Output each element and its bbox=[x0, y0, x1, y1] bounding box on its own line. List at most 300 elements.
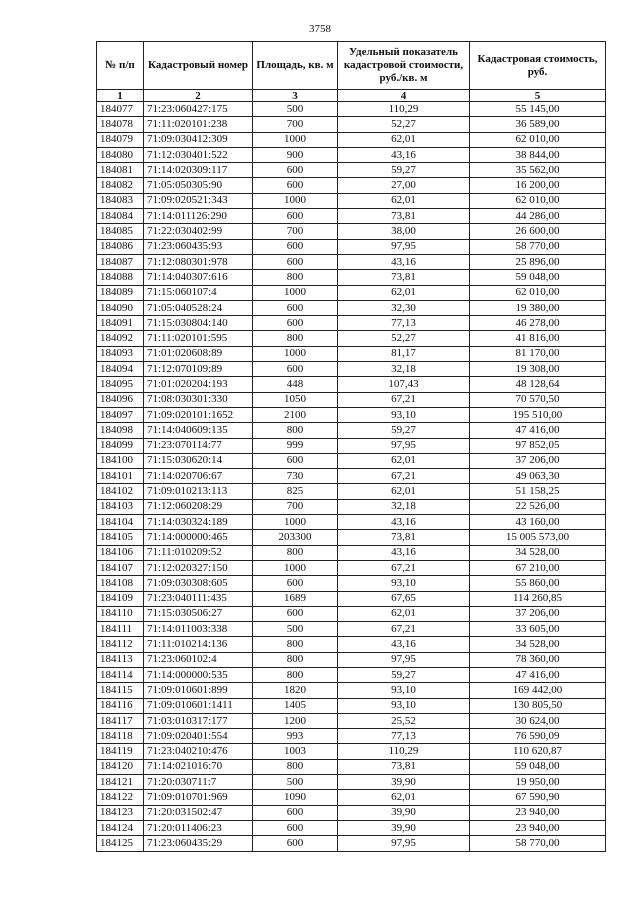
row-number-cell: 184088 bbox=[97, 270, 144, 285]
unit-rate-cell: 62,01 bbox=[338, 193, 470, 208]
cadastral-value-cell: 34 528,00 bbox=[470, 637, 606, 652]
table-row bbox=[97, 820, 606, 835]
table-row bbox=[97, 683, 606, 698]
cadastral-value-cell: 47 416,00 bbox=[470, 423, 606, 438]
cadastral-number-cell: 71:01:020204:193 bbox=[144, 377, 253, 392]
table-row bbox=[97, 209, 606, 224]
table-header bbox=[97, 42, 606, 102]
cadastral-value-cell: 47 416,00 bbox=[470, 667, 606, 682]
cadastral-number-cell: 71:14:011003:338 bbox=[144, 622, 253, 637]
cadastral-value-cell: 195 510,00 bbox=[470, 407, 606, 422]
area-cell: 600 bbox=[253, 836, 338, 851]
cadastral-number-cell: 71:23:060435:29 bbox=[144, 836, 253, 851]
unit-rate-cell: 62,01 bbox=[338, 453, 470, 468]
cadastral-value-cell: 67 590,90 bbox=[470, 790, 606, 805]
unit-rate-cell: 43,16 bbox=[338, 637, 470, 652]
table-row bbox=[97, 637, 606, 652]
cadastral-value-cell: 23 940,00 bbox=[470, 820, 606, 835]
cadastral-value-cell: 19 308,00 bbox=[470, 362, 606, 377]
table-row bbox=[97, 224, 606, 239]
cadastral-value-cell: 37 206,00 bbox=[470, 606, 606, 621]
row-number-cell: 184097 bbox=[97, 407, 144, 422]
area-cell: 1000 bbox=[253, 193, 338, 208]
area-cell: 600 bbox=[253, 606, 338, 621]
area-cell: 700 bbox=[253, 499, 338, 514]
cadastral-number-cell: 71:11:010209:52 bbox=[144, 545, 253, 560]
unit-rate-cell: 81,17 bbox=[338, 346, 470, 361]
cadastral-value-cell: 34 528,00 bbox=[470, 545, 606, 560]
row-number-cell: 184087 bbox=[97, 254, 144, 269]
area-cell: 448 bbox=[253, 377, 338, 392]
area-cell: 600 bbox=[253, 163, 338, 178]
cadastral-number-cell: 71:09:010601:1411 bbox=[144, 698, 253, 713]
unit-rate-cell: 32,18 bbox=[338, 499, 470, 514]
area-cell: 600 bbox=[253, 254, 338, 269]
row-number-cell: 184109 bbox=[97, 591, 144, 606]
cadastral-number-cell: 71:15:030506:27 bbox=[144, 606, 253, 621]
table-row bbox=[97, 759, 606, 774]
cadastral-number-cell: 71:14:000000:535 bbox=[144, 667, 253, 682]
row-number-cell: 184101 bbox=[97, 469, 144, 484]
unit-rate-cell: 43,16 bbox=[338, 545, 470, 560]
row-number-cell: 184119 bbox=[97, 744, 144, 759]
row-number-cell: 184089 bbox=[97, 285, 144, 300]
cadastral-number-cell: 71:15:060107:4 bbox=[144, 285, 253, 300]
row-number-cell: 184096 bbox=[97, 392, 144, 407]
row-number-cell: 184123 bbox=[97, 805, 144, 820]
area-cell: 600 bbox=[253, 820, 338, 835]
cadastral-value-cell: 58 770,00 bbox=[470, 836, 606, 851]
row-number-cell: 184115 bbox=[97, 683, 144, 698]
cadastral-number-cell: 71:23:040210:476 bbox=[144, 744, 253, 759]
row-number-cell: 184103 bbox=[97, 499, 144, 514]
cadastral-value-cell: 62 010,00 bbox=[470, 132, 606, 147]
table-row bbox=[97, 377, 606, 392]
area-cell: 600 bbox=[253, 316, 338, 331]
area-cell: 203300 bbox=[253, 530, 338, 545]
cadastral-number-cell: 71:09:010701:969 bbox=[144, 790, 253, 805]
table-row bbox=[97, 239, 606, 254]
area-cell: 800 bbox=[253, 331, 338, 346]
table-row bbox=[97, 331, 606, 346]
unit-rate-cell: 73,81 bbox=[338, 270, 470, 285]
unit-rate-cell: 62,01 bbox=[338, 132, 470, 147]
table-row bbox=[97, 484, 606, 499]
table-row bbox=[97, 499, 606, 514]
row-number-cell: 184086 bbox=[97, 239, 144, 254]
unit-rate-cell: 43,16 bbox=[338, 254, 470, 269]
cadastral-value-cell: 44 286,00 bbox=[470, 209, 606, 224]
area-cell: 800 bbox=[253, 545, 338, 560]
area-cell: 500 bbox=[253, 775, 338, 790]
row-number-cell: 184093 bbox=[97, 346, 144, 361]
row-number-cell: 184116 bbox=[97, 698, 144, 713]
cadastral-number-cell: 71:11:020101:595 bbox=[144, 331, 253, 346]
unit-rate-cell: 52,27 bbox=[338, 331, 470, 346]
cadastral-value-cell: 19 950,00 bbox=[470, 775, 606, 790]
unit-rate-cell: 77,13 bbox=[338, 729, 470, 744]
unit-rate-cell: 32,30 bbox=[338, 300, 470, 315]
cadastral-value-cell: 59 048,00 bbox=[470, 759, 606, 774]
table-row bbox=[97, 744, 606, 759]
table-row bbox=[97, 193, 606, 208]
table-row bbox=[97, 438, 606, 453]
table-row bbox=[97, 729, 606, 744]
column-number: 1 bbox=[97, 90, 144, 102]
cadastral-value-cell: 19 380,00 bbox=[470, 300, 606, 315]
row-number-cell: 184118 bbox=[97, 729, 144, 744]
row-number-cell: 184084 bbox=[97, 209, 144, 224]
header-row bbox=[97, 42, 606, 90]
cadastral-value-cell: 110 620,87 bbox=[470, 744, 606, 759]
cadastral-value-cell: 67 210,00 bbox=[470, 560, 606, 575]
cadastral-number-cell: 71:09:030412:309 bbox=[144, 132, 253, 147]
area-cell: 600 bbox=[253, 178, 338, 193]
area-cell: 800 bbox=[253, 759, 338, 774]
unit-rate-cell: 93,10 bbox=[338, 407, 470, 422]
row-number-cell: 184100 bbox=[97, 453, 144, 468]
table-row bbox=[97, 346, 606, 361]
row-number-cell: 184098 bbox=[97, 423, 144, 438]
row-number-cell: 184124 bbox=[97, 820, 144, 835]
row-number-cell: 184121 bbox=[97, 775, 144, 790]
unit-rate-cell: 110,29 bbox=[338, 102, 470, 117]
unit-rate-cell: 32,18 bbox=[338, 362, 470, 377]
table-row bbox=[97, 132, 606, 147]
unit-rate-cell: 93,10 bbox=[338, 683, 470, 698]
cadastral-value-cell: 62 010,00 bbox=[470, 285, 606, 300]
area-cell: 500 bbox=[253, 102, 338, 117]
cadastral-number-cell: 71:23:060102:4 bbox=[144, 652, 253, 667]
table-row bbox=[97, 576, 606, 591]
cadastral-number-cell: 71:23:060427:175 bbox=[144, 102, 253, 117]
area-cell: 1820 bbox=[253, 683, 338, 698]
column-number: 2 bbox=[144, 90, 253, 102]
cadastral-number-cell: 71:20:030711:7 bbox=[144, 775, 253, 790]
row-number-cell: 184114 bbox=[97, 667, 144, 682]
unit-rate-cell: 97,95 bbox=[338, 836, 470, 851]
table-row bbox=[97, 423, 606, 438]
row-number-cell: 184078 bbox=[97, 117, 144, 132]
table-row bbox=[97, 790, 606, 805]
cadastral-number-cell: 71:14:030324:189 bbox=[144, 515, 253, 530]
row-number-cell: 184110 bbox=[97, 606, 144, 621]
row-number-cell: 184108 bbox=[97, 576, 144, 591]
cadastral-value-cell: 36 589,00 bbox=[470, 117, 606, 132]
area-cell: 1090 bbox=[253, 790, 338, 805]
area-cell: 1000 bbox=[253, 560, 338, 575]
table-row bbox=[97, 713, 606, 728]
cadastral-value-cell: 15 005 573,00 bbox=[470, 530, 606, 545]
row-number-cell: 184106 bbox=[97, 545, 144, 560]
cadastral-number-cell: 71:14:000000:465 bbox=[144, 530, 253, 545]
table-row bbox=[97, 147, 606, 162]
cadastral-value-cell: 38 844,00 bbox=[470, 147, 606, 162]
unit-rate-cell: 59,27 bbox=[338, 667, 470, 682]
unit-rate-cell: 77,13 bbox=[338, 316, 470, 331]
table-row bbox=[97, 530, 606, 545]
table-row bbox=[97, 805, 606, 820]
area-cell: 700 bbox=[253, 117, 338, 132]
unit-rate-cell: 67,21 bbox=[338, 560, 470, 575]
cadastral-number-cell: 71:15:030620:14 bbox=[144, 453, 253, 468]
cadastral-number-cell: 71:05:040528:24 bbox=[144, 300, 253, 315]
area-cell: 2100 bbox=[253, 407, 338, 422]
area-cell: 700 bbox=[253, 224, 338, 239]
area-cell: 600 bbox=[253, 300, 338, 315]
cadastral-value-cell: 97 852,05 bbox=[470, 438, 606, 453]
cadastral-value-cell: 55 145,00 bbox=[470, 102, 606, 117]
area-cell: 600 bbox=[253, 805, 338, 820]
cadastral-number-cell: 71:05:050305:90 bbox=[144, 178, 253, 193]
cadastral-value-cell: 48 128,64 bbox=[470, 377, 606, 392]
area-cell: 1000 bbox=[253, 285, 338, 300]
cadastral-value-cell: 78 360,00 bbox=[470, 652, 606, 667]
cadastral-number-cell: 71:20:031502:47 bbox=[144, 805, 253, 820]
unit-rate-cell: 43,16 bbox=[338, 515, 470, 530]
row-number-cell: 184085 bbox=[97, 224, 144, 239]
header-cadastral-value: Кадастровая стоимость, руб. bbox=[470, 42, 606, 90]
row-number-cell: 184112 bbox=[97, 637, 144, 652]
row-number-cell: 184111 bbox=[97, 622, 144, 637]
unit-rate-cell: 110,29 bbox=[338, 744, 470, 759]
cadastral-value-cell: 114 260,85 bbox=[470, 591, 606, 606]
cadastral-value-cell: 49 063,30 bbox=[470, 469, 606, 484]
page-number: 3758 bbox=[309, 23, 331, 35]
row-number-cell: 184090 bbox=[97, 300, 144, 315]
area-cell: 800 bbox=[253, 667, 338, 682]
cadastral-number-cell: 71:15:030804:140 bbox=[144, 316, 253, 331]
cadastral-value-cell: 43 160,00 bbox=[470, 515, 606, 530]
cadastral-value-cell: 51 158,25 bbox=[470, 484, 606, 499]
row-number-cell: 184077 bbox=[97, 102, 144, 117]
cadastral-number-cell: 71:20:011406:23 bbox=[144, 820, 253, 835]
cadastral-number-cell: 71:12:030401:522 bbox=[144, 147, 253, 162]
cadastral-number-cell: 71:12:080301:978 bbox=[144, 254, 253, 269]
area-cell: 1050 bbox=[253, 392, 338, 407]
area-cell: 800 bbox=[253, 637, 338, 652]
column-number: 4 bbox=[338, 90, 470, 102]
table-row bbox=[97, 270, 606, 285]
area-cell: 1405 bbox=[253, 698, 338, 713]
row-number-cell: 184083 bbox=[97, 193, 144, 208]
table-row bbox=[97, 469, 606, 484]
cadastral-number-cell: 71:09:020401:554 bbox=[144, 729, 253, 744]
cadastral-table bbox=[96, 41, 606, 852]
cadastral-number-cell: 71:12:070109:89 bbox=[144, 362, 253, 377]
header-row-number: № п/п bbox=[97, 42, 144, 90]
unit-rate-cell: 67,65 bbox=[338, 591, 470, 606]
area-cell: 900 bbox=[253, 147, 338, 162]
table-row bbox=[97, 545, 606, 560]
table-row bbox=[97, 591, 606, 606]
cadastral-number-cell: 71:14:040609:135 bbox=[144, 423, 253, 438]
area-cell: 800 bbox=[253, 652, 338, 667]
row-number-cell: 184120 bbox=[97, 759, 144, 774]
area-cell: 600 bbox=[253, 576, 338, 591]
unit-rate-cell: 38,00 bbox=[338, 224, 470, 239]
table-row bbox=[97, 362, 606, 377]
area-cell: 800 bbox=[253, 423, 338, 438]
unit-rate-cell: 62,01 bbox=[338, 484, 470, 499]
area-cell: 999 bbox=[253, 438, 338, 453]
unit-rate-cell: 97,95 bbox=[338, 438, 470, 453]
area-cell: 500 bbox=[253, 622, 338, 637]
cadastral-value-cell: 76 590,09 bbox=[470, 729, 606, 744]
area-cell: 600 bbox=[253, 239, 338, 254]
cadastral-value-cell: 16 200,00 bbox=[470, 178, 606, 193]
cadastral-number-cell: 71:14:040307:616 bbox=[144, 270, 253, 285]
cadastral-number-cell: 71:09:010213:113 bbox=[144, 484, 253, 499]
table-row bbox=[97, 453, 606, 468]
cadastral-value-cell: 26 600,00 bbox=[470, 224, 606, 239]
row-number-cell: 184107 bbox=[97, 560, 144, 575]
cadastral-number-cell: 71:01:020608:89 bbox=[144, 346, 253, 361]
area-cell: 1000 bbox=[253, 515, 338, 530]
unit-rate-cell: 73,81 bbox=[338, 209, 470, 224]
unit-rate-cell: 39,90 bbox=[338, 820, 470, 835]
row-number-cell: 184094 bbox=[97, 362, 144, 377]
table-row bbox=[97, 285, 606, 300]
row-number-cell: 184091 bbox=[97, 316, 144, 331]
row-number-cell: 184104 bbox=[97, 515, 144, 530]
unit-rate-cell: 27,00 bbox=[338, 178, 470, 193]
cadastral-number-cell: 71:14:020706:67 bbox=[144, 469, 253, 484]
row-number-cell: 184082 bbox=[97, 178, 144, 193]
table-row bbox=[97, 775, 606, 790]
area-cell: 1200 bbox=[253, 713, 338, 728]
area-cell: 600 bbox=[253, 362, 338, 377]
cadastral-value-cell: 30 624,00 bbox=[470, 713, 606, 728]
table-row bbox=[97, 560, 606, 575]
cadastral-value-cell: 62 010,00 bbox=[470, 193, 606, 208]
row-number-cell: 184117 bbox=[97, 713, 144, 728]
unit-rate-cell: 52,27 bbox=[338, 117, 470, 132]
cadastral-number-cell: 71:09:010601:899 bbox=[144, 683, 253, 698]
table-row bbox=[97, 102, 606, 117]
cadastral-number-cell: 71:23:040111:435 bbox=[144, 591, 253, 606]
unit-rate-cell: 93,10 bbox=[338, 576, 470, 591]
cadastral-value-cell: 130 805,50 bbox=[470, 698, 606, 713]
cadastral-number-cell: 71:09:030308:605 bbox=[144, 576, 253, 591]
cadastral-value-cell: 70 570,50 bbox=[470, 392, 606, 407]
cadastral-number-cell: 71:09:020521:343 bbox=[144, 193, 253, 208]
row-number-cell: 184102 bbox=[97, 484, 144, 499]
row-number-cell: 184125 bbox=[97, 836, 144, 851]
area-cell: 825 bbox=[253, 484, 338, 499]
area-cell: 1689 bbox=[253, 591, 338, 606]
unit-rate-cell: 62,01 bbox=[338, 606, 470, 621]
cadastral-value-cell: 59 048,00 bbox=[470, 270, 606, 285]
unit-rate-cell: 97,95 bbox=[338, 239, 470, 254]
column-number: 5 bbox=[470, 90, 606, 102]
unit-rate-cell: 97,95 bbox=[338, 652, 470, 667]
table-row bbox=[97, 652, 606, 667]
table-row bbox=[97, 178, 606, 193]
table-row bbox=[97, 163, 606, 178]
cadastral-value-cell: 23 940,00 bbox=[470, 805, 606, 820]
header-area: Площадь, кв. м bbox=[253, 42, 338, 90]
cadastral-value-cell: 37 206,00 bbox=[470, 453, 606, 468]
area-cell: 730 bbox=[253, 469, 338, 484]
table-row bbox=[97, 698, 606, 713]
cadastral-value-cell: 55 860,00 bbox=[470, 576, 606, 591]
cadastral-number-cell: 71:14:011126:290 bbox=[144, 209, 253, 224]
unit-rate-cell: 59,27 bbox=[338, 423, 470, 438]
table-row bbox=[97, 515, 606, 530]
row-number-cell: 184113 bbox=[97, 652, 144, 667]
unit-rate-cell: 39,90 bbox=[338, 775, 470, 790]
table-row bbox=[97, 407, 606, 422]
cadastral-value-cell: 58 770,00 bbox=[470, 239, 606, 254]
cadastral-number-cell: 71:12:020327:150 bbox=[144, 560, 253, 575]
cadastral-number-cell: 71:23:060435:93 bbox=[144, 239, 253, 254]
unit-rate-cell: 25,52 bbox=[338, 713, 470, 728]
unit-rate-cell: 59,27 bbox=[338, 163, 470, 178]
cadastral-number-cell: 71:12:060208:29 bbox=[144, 499, 253, 514]
cadastral-number-cell: 71:14:020309:117 bbox=[144, 163, 253, 178]
area-cell: 993 bbox=[253, 729, 338, 744]
cadastral-value-cell: 81 170,00 bbox=[470, 346, 606, 361]
unit-rate-cell: 73,81 bbox=[338, 530, 470, 545]
unit-rate-cell: 67,21 bbox=[338, 469, 470, 484]
table-row bbox=[97, 316, 606, 331]
unit-rate-cell: 73,81 bbox=[338, 759, 470, 774]
column-number-row bbox=[97, 90, 606, 102]
cadastral-number-cell: 71:11:010214:136 bbox=[144, 637, 253, 652]
row-number-cell: 184080 bbox=[97, 147, 144, 162]
header-cadastral-number: Кадастровый номер bbox=[144, 42, 253, 90]
table-row bbox=[97, 300, 606, 315]
header-unit-rate: Удельный показатель кадастровой стоимости, руб./кв. м bbox=[338, 42, 470, 90]
table-row bbox=[97, 606, 606, 621]
unit-rate-cell: 67,21 bbox=[338, 392, 470, 407]
row-number-cell: 184081 bbox=[97, 163, 144, 178]
cadastral-value-cell: 169 442,00 bbox=[470, 683, 606, 698]
cadastral-number-cell: 71:11:020101:238 bbox=[144, 117, 253, 132]
unit-rate-cell: 39,90 bbox=[338, 805, 470, 820]
row-number-cell: 184122 bbox=[97, 790, 144, 805]
cadastral-number-cell: 71:09:020101:1652 bbox=[144, 407, 253, 422]
cadastral-value-cell: 46 278,00 bbox=[470, 316, 606, 331]
row-number-cell: 184092 bbox=[97, 331, 144, 346]
cadastral-value-cell: 25 896,00 bbox=[470, 254, 606, 269]
unit-rate-cell: 43,16 bbox=[338, 147, 470, 162]
cadastral-number-cell: 71:23:070114:77 bbox=[144, 438, 253, 453]
cadastral-value-cell: 33 605,00 bbox=[470, 622, 606, 637]
unit-rate-cell: 107,43 bbox=[338, 377, 470, 392]
table-row bbox=[97, 117, 606, 132]
column-number: 3 bbox=[253, 90, 338, 102]
area-cell: 800 bbox=[253, 270, 338, 285]
area-cell: 1003 bbox=[253, 744, 338, 759]
table-row bbox=[97, 667, 606, 682]
unit-rate-cell: 62,01 bbox=[338, 285, 470, 300]
cadastral-value-cell: 35 562,00 bbox=[470, 163, 606, 178]
row-number-cell: 184079 bbox=[97, 132, 144, 147]
table-body bbox=[97, 102, 606, 852]
table-row bbox=[97, 836, 606, 851]
table-row bbox=[97, 254, 606, 269]
cadastral-number-cell: 71:03:010317:177 bbox=[144, 713, 253, 728]
cadastral-value-cell: 41 816,00 bbox=[470, 331, 606, 346]
unit-rate-cell: 67,21 bbox=[338, 622, 470, 637]
row-number-cell: 184105 bbox=[97, 530, 144, 545]
area-cell: 1000 bbox=[253, 132, 338, 147]
table-row bbox=[97, 392, 606, 407]
cadastral-number-cell: 71:14:021016:70 bbox=[144, 759, 253, 774]
area-cell: 1000 bbox=[253, 346, 338, 361]
